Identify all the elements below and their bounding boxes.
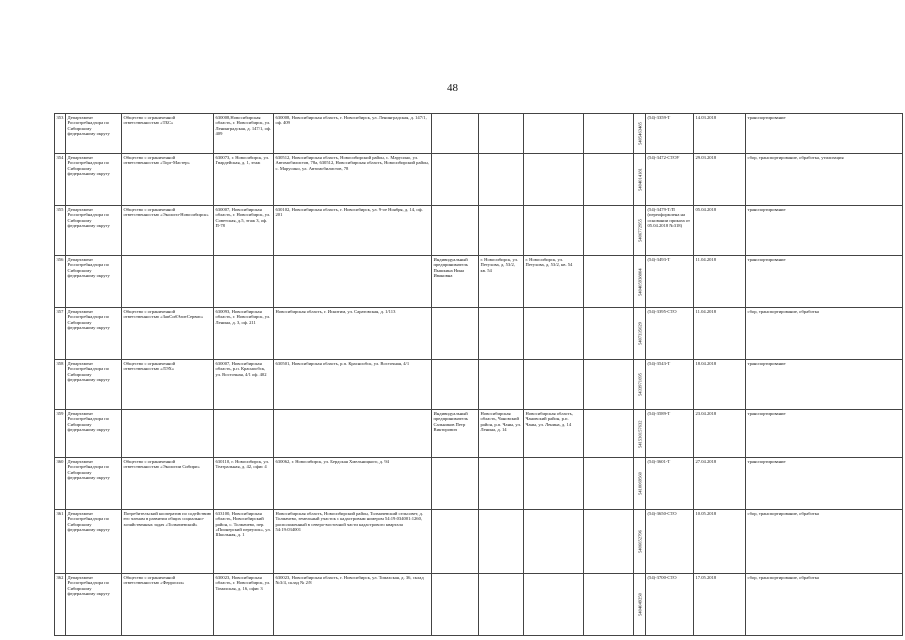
activity-type: транспортирование (746, 256, 903, 308)
entrepreneur-activity-address (524, 154, 584, 206)
legal-address: 633100, Новосибирская область, Новосибирский район, с. Толмачево, пер. «Пионерский переулок», ул. Школьная, д. 1 (214, 510, 274, 574)
authority-cell: Департамент Роспотребнадзора по Сибирскому федеральному округу (66, 410, 122, 458)
organization-name: Общество с ограниченной ответственностью «Торг-Мастер» (122, 154, 214, 206)
license-registry-table (54, 113, 903, 636)
license-number: (54)-3601-Т (646, 458, 694, 510)
entrepreneur-activity-place (584, 574, 634, 636)
row-number: 355 (55, 206, 66, 256)
license-date: 10.05.2018 (694, 510, 746, 574)
entrepreneur-activity-place (584, 458, 634, 510)
legal-address: 630110, г. Новосибирск, ул. Театральная, д. 42, офис 4 (214, 458, 274, 510)
license-date: 11.04.2018 (694, 308, 746, 360)
activity-address: 630512, Новосибирская область, Новосибирский район, с. Марусино, ул. Автомобилистов, 78а, 630512, Новосибирская область, Новосибирский район, с. Марусино, ул. Автомобилистов, 78 (274, 154, 432, 206)
inn-number: 5406652796 (634, 510, 646, 574)
entrepreneur-activity-address (524, 458, 584, 510)
license-number: (54)-3479-Т/П (переоформлена на основании приказа от 05.04.2018 №318) (646, 206, 694, 256)
activity-type: сбор, транспортирование, обработка (746, 510, 903, 574)
entrepreneur-activity-address: Новосибирская область, Чановский район, р.п. Чаны, ул. Ленина, д. 14 (524, 410, 584, 458)
organization-name: Общество с ограниченной ответственностью «Экологии Сибири» (122, 458, 214, 510)
entrepreneur-activity-place (584, 510, 634, 574)
table-row (55, 360, 903, 410)
inn-number: 5407335629 (634, 308, 646, 360)
table-row (55, 458, 903, 510)
license-number: (54)-3650-СТО (646, 510, 694, 574)
row-number: 362 (55, 574, 66, 636)
activity-type: транспортирование (746, 114, 903, 154)
legal-address: 630093, Новосибирская область, г. Новосибирск, ул. Ленина, д. 3, оф. 211 (214, 308, 274, 360)
organization-name: Общество с ограниченной ответственностью «ЛЭХ» (122, 360, 214, 410)
authority-cell: Департамент Роспотребнадзора по Сибирскому федеральному округу (66, 206, 122, 256)
inn-number: 540405938804 (634, 256, 646, 308)
inn-number: 5404049250 (634, 574, 646, 636)
entrepreneur-address (479, 114, 524, 154)
table-row (55, 510, 903, 574)
authority-cell: Департамент Роспотребнадзора по Сибирскому федеральному округу (66, 154, 122, 206)
inn-number: 5410069560 (634, 458, 646, 510)
activity-address: 630102, Новосибирская область, г. Новосибирск, ул. 9-ое Ноября, д. 14, оф. 201 (274, 206, 432, 256)
entrepreneur-activity-place (584, 154, 634, 206)
activity-address: Новосибирская область, г. Искитим, ул. Саратовская, д. 1/113 (274, 308, 432, 360)
legal-address: 630023, Новосибирская область, г. Новосибирск, ул. Томахская, д. 16, офис 3 (214, 574, 274, 636)
entrepreneur-name (432, 360, 479, 410)
row-number: 359 (55, 410, 66, 458)
license-date: 05.04.2018 (694, 206, 746, 256)
table-row (55, 154, 903, 206)
authority-cell: Департамент Роспотребнадзора по Сибирскому федеральному округу (66, 256, 122, 308)
organization-name (122, 410, 214, 458)
entrepreneur-activity-place (584, 114, 634, 154)
entrepreneur-name (432, 206, 479, 256)
inn-number: 5433971695 (634, 360, 646, 410)
license-number: (54)-3543-Т (646, 360, 694, 410)
entrepreneur-address: Новосибирская область, Чановский район, р.п. Чаны, ул. Ленина, д. 14 (479, 410, 524, 458)
entrepreneur-activity-address (524, 360, 584, 410)
entrepreneur-address (479, 510, 524, 574)
activity-type: транспортирование (746, 458, 903, 510)
entrepreneur-activity-address (524, 114, 584, 154)
entrepreneur-name (432, 154, 479, 206)
legal-address: 630073, г. Новосибирск, ул. Гвардейская, д. 1, этаж (214, 154, 274, 206)
row-number: 360 (55, 458, 66, 510)
entrepreneur-address (479, 308, 524, 360)
entrepreneur-address (479, 458, 524, 510)
license-number: (54)-3700-СТО (646, 574, 694, 636)
entrepreneur-name (432, 308, 479, 360)
license-date: 23.04.2018 (694, 410, 746, 458)
entrepreneur-activity-address (524, 574, 584, 636)
organization-name (122, 256, 214, 308)
entrepreneur-activity-place (584, 410, 634, 458)
activity-type: сбор, транспортирование, обработка (746, 308, 903, 360)
row-number: 358 (55, 360, 66, 410)
license-number: (54)-3589-Т (646, 410, 694, 458)
activity-address: 630008, Новосибирская область, г. Новосибирск, ул. Ленинградская, д. 147/1, оф. 409 (274, 114, 432, 154)
row-number: 357 (55, 308, 66, 360)
authority-cell: Департамент Роспотребнадзора по Сибирскому федеральному округу (66, 360, 122, 410)
legal-address (214, 410, 274, 458)
entrepreneur-activity-place (584, 360, 634, 410)
license-number: (54)-3493-Т (646, 256, 694, 308)
organization-name: Потребительский кооператив по содействию его членам в развитии общих социально-хозяйственных задач «Толмачевский» (122, 510, 214, 574)
entrepreneur-name: Индивидуальный предприниматель Пышкина Нина Ивановна (432, 256, 479, 308)
activity-type: транспортирование (746, 410, 903, 458)
license-date: 17.05.2018 (694, 574, 746, 636)
organization-name: Общество с ограниченной ответственностью «ЗапСибЭлитСервис» (122, 308, 214, 360)
entrepreneur-activity-place (584, 308, 634, 360)
entrepreneur-activity-address (524, 206, 584, 256)
row-number: 361 (55, 510, 66, 574)
row-number: 353 (55, 114, 66, 154)
legal-address: 630008,Новосибирская область, г. Новосибирск, ул. Ленинградская, д. 147/1, оф. 409 (214, 114, 274, 154)
entrepreneur-activity-place (584, 256, 634, 308)
table-row (55, 308, 903, 360)
table-row (55, 206, 903, 256)
entrepreneur-address (479, 206, 524, 256)
authority-cell: Департамент Роспотребнадзора по Сибирскому федеральному округу (66, 458, 122, 510)
license-number: (54)-3472-СТОУ (646, 154, 694, 206)
activity-address (274, 256, 432, 308)
table-row (55, 114, 903, 154)
inn-number: 541530157632 (634, 410, 646, 458)
entrepreneur-activity-address (524, 510, 584, 574)
authority-cell: Департамент Роспотребнадзора по Сибирскому федеральному округу (66, 308, 122, 360)
legal-address: 630007, Новосибирская область, р.п. Краснообск, ул. Восточная, 4/1 оф. 402 (214, 360, 274, 410)
license-date: 11.04.2018 (694, 256, 746, 308)
activity-address: 630023, Новосибирская область, г. Новосибирск, ул. Томахская, д. 36, склад №3/4, склад № 2/8 (274, 574, 432, 636)
inn-number: 5405463485 (634, 114, 646, 154)
table-row (55, 410, 903, 458)
license-date: 29.03.2018 (694, 154, 746, 206)
license-date: 14.03.2018 (694, 114, 746, 154)
entrepreneur-activity-address (524, 308, 584, 360)
entrepreneur-activity-address: г. Новосибирск, ул. Петухова, д. 53/2, кв. 54 (524, 256, 584, 308)
authority-cell: Департамент Роспотребнадзора по Сибирскому федеральному округу (66, 114, 122, 154)
license-number: (54)-3395-СТО (646, 308, 694, 360)
activity-address: Новосибирская область, Новосибирский район, Толмачевский сельсовет, д. Толмачево, земельный участок с кадастровым номером 54:19:034001:1260, расположенный в северо-восточной части кадастрового квартала 54:19:034001 (274, 510, 432, 574)
entrepreneur-address (479, 360, 524, 410)
activity-address (274, 410, 432, 458)
activity-type: транспортирование (746, 206, 903, 256)
activity-address: 630062, г. Новосибирск, ул. Бердская Хмельницкого, д. 94 (274, 458, 432, 510)
table-row (55, 256, 903, 308)
organization-name: Общество с ограниченной ответственностью «Ферросил» (122, 574, 214, 636)
entrepreneur-address (479, 154, 524, 206)
entrepreneur-name: Индивидуальный предприниматель Сальников Петр Викторович (432, 410, 479, 458)
organization-name: Общество с ограниченной ответственностью «ТБС» (122, 114, 214, 154)
inn-number: 5404014181 (634, 154, 646, 206)
license-date: 27.04.2018 (694, 458, 746, 510)
license-date: 18.04.2018 (694, 360, 746, 410)
page-number: 48 (447, 82, 458, 94)
license-number: (54)-3359-Т (646, 114, 694, 154)
entrepreneur-name (432, 574, 479, 636)
row-number: 354 (55, 154, 66, 206)
activity-type: транспортирование (746, 360, 903, 410)
entrepreneur-name (432, 510, 479, 574)
row-number: 356 (55, 256, 66, 308)
activity-type: сбор, транспортирование, обработка (746, 574, 903, 636)
entrepreneur-address: г. Новосибирск, ул. Петухова, д. 53/2, кв. 54 (479, 256, 524, 308)
inn-number: 5406772955 (634, 206, 646, 256)
entrepreneur-name (432, 458, 479, 510)
entrepreneur-activity-place (584, 206, 634, 256)
activity-type: сбор, транспортирование, обработка, утилизация (746, 154, 903, 206)
activity-address: 630501, Новосибирская область, р.п. Краснообск, ул. Восточная, 4/1 (274, 360, 432, 410)
table-row (55, 574, 903, 636)
entrepreneur-name (432, 114, 479, 154)
legal-address (214, 256, 274, 308)
authority-cell: Департамент Роспотребнадзора по Сибирскому федеральному округу (66, 510, 122, 574)
authority-cell: Департамент Роспотребнадзора по Сибирскому федеральному округу (66, 574, 122, 636)
organization-name: Общество с ограниченной ответственностью «Экологи-Новосибирск» (122, 206, 214, 256)
entrepreneur-address (479, 574, 524, 636)
legal-address: 630007, Новосибирская область, г. Новосибирск, ул. Советская, д.5, этаж 3, оф. П-78 (214, 206, 274, 256)
